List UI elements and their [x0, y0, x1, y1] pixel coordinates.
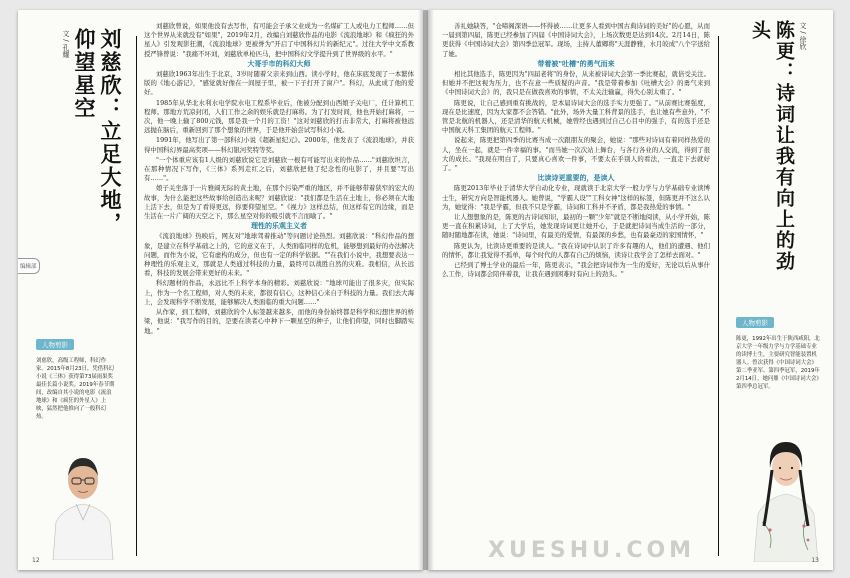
left-article-body [144, 22, 414, 337]
right-subhead-2: 比读诗更重要的，是读人 [537, 174, 615, 183]
right-page [428, 10, 833, 570]
left-paragraph: 1991年，他写出了第一部科幻小说《超新星纪元》。2000年，他发表了《流浪地球》，并获得中国科幻界最高奖项——科幻银河奖特等奖。 [144, 136, 414, 154]
right-paragraph: 陈更2013年毕业于清华大学自动化专业，现就读于北京大学一般力学与力学基础专业读博士生，研究方向是智能机器人。她曾说，"学霸人设""工科女神"这样的标签，但陈更并不这么认为，她觉得："我是学霸，但我不只是学霸，诗词和工科并不矛盾，都是我热爱的事情。" [442, 184, 710, 211]
right-paragraph: 陈更说，让自己感到重有挑战的，是本届诗词大会的选手实力更强了。"从前赛比赛强度，现在是比速度，因为大家都不会答错。"此外，场外大量工科背景的选手，也让她有些意外，"不管是北航的机器人，还是清华的航天机械，她曾经也遇到过自己心目中的强手，有的选手还是中国航天科工集团的航天工程师。" [442, 98, 710, 135]
left-article-author: 文 / 孔耀 [62, 30, 70, 58]
spine-gutter [418, 10, 434, 570]
left-paragraph: 刘慈欣1963年出生于北京，3岁时随着父亲来到山西。读小学时，他在床底发现了一本繁体版的《地心游记》，"感觉就好像在一间屋子里，被一下子打开了窗户"。科幻，从此成了他的爱好。 [144, 70, 414, 97]
right-profile-tag: 人物剪影 [736, 317, 774, 328]
left-profile-box [36, 332, 116, 421]
left-article-title: 刘慈欣：立足大地，仰望星空 [72, 28, 122, 235]
right-page-number: 13 [811, 557, 819, 564]
left-paragraph: "一个体重应该有1人级的刘慈欣说它是刘慈欣一根有可能写出来的作品……"刘慈欣坦言，在那种情况下写作，《三体》系列走红之后，刘慈欣把他了纪念性的电影了，并且要"写出有……"。 [144, 155, 414, 183]
right-paragraph: 善礼她缺答，"仓啼阁深语——怀得被……让更多人看到中国古典诗词的美好"的心愿，从而一届到第四届，陈更已经参加了四届《中国诗词大会》，上场次数更是达到14次。2月14日，陈更获得《中国诗词大会》第四季总冠军。现场，主持人董卿将"天涯静雅，水月皎成"八个字送给了她。 [442, 22, 710, 58]
right-paragraph: 陈更认为，比读诗更重要的是读人。"我在诗词中认识了许多有趣的人，他们的遭遇、他们的情怀，都让我觉得不孤单，每个时代的人都有自己的烦恼，读诗让我学会了怎样去面对。" [442, 241, 710, 259]
right-article-body [442, 22, 710, 280]
left-profile-tag: 人物剪影 [36, 339, 74, 350]
right-column-rule [718, 36, 719, 556]
right-subhead-1: 带着被"吐槽"的勇气而来 [537, 59, 615, 68]
left-column-rule [136, 36, 137, 556]
right-paragraph: 说起来，陈更把第四季的比赛当成一次跟朋友的聚会，她说："那些对诗词有着同样热爱的人，坐在一起，就是一件幸福的事。"而当她一次次站上舞台，与各行各业的人交流，得到了很大的成长。"我现在明白了，只要真心喜欢一件事，不要太在乎别人的看法，一直走下去就好了。" [442, 136, 710, 173]
right-article-title: 陈更：诗词让我有向上的劲头 [749, 20, 795, 272]
right-paragraph: 相比其他选手，陈更因为"四届老将"的身份，从来被诗词大会第一季比赛起，就倍受关注。但她并不把这视为压力，也不在意一些质疑的声音。"我是带着参加《吐槽大会》的勇气来到《中国诗词大会》的，我只是在做我喜欢的事情，不太关注输赢，得失心别太重了。" [442, 70, 710, 97]
left-paragraph: 《流浪地球》热映后，网友对"地球驾着推动"等问题讨论热烈。刘慈欣说："科幻作品的想象，是建立在科学基础之上的，它的意义在于，人类面临同样的危机，能够想到最好的办法解决问题，而作为小说，它有虚构的成分，但也有一定的科学依据。""在我们小说中，我想要表达一种理性的乐观主义，那就是人类通过科技的力量，最终可以战胜自然的灾难。我相信，从长远看，科技的发展会带来更好的未来。" [144, 232, 414, 278]
left-portrait [48, 442, 118, 560]
left-profile-text: 刘慈欣，高级工程师，科幻作家。2015年8月23日，凭借科幻小说《三体》获得第73届雨果奖最佳长篇小说奖。2019年春节期间，改编自其小说的电影《流浪地球》和《疯狂的外星人》上映，猛然把他推向了一般科幻热。 [36, 358, 115, 420]
right-portrait [746, 422, 826, 562]
section-marker: 编辑部 [18, 258, 40, 274]
left-paragraph: 刘慈欣曾说，如果他没有去写作，有可能会子承父业成为一名煤矿工人或电力工程师……但这个世界从来就没有"如果"，2019年2月，改编自刘慈欣作品的电影《流浪地球》和《疯狂的外星人》引发观影狂潮，《流浪地球》更被誉为"开启了中国科幻片的新纪元"。过往大学中文系教授严锋曾说："我痛不坏刘，刘慈欣单枪匹马，把中国科幻文学提升到了世界级的水平。" [144, 22, 414, 58]
right-article-author: 文 / 徐欣 [799, 22, 807, 50]
left-subhead-1: 大哥手市的科幻大师 [247, 59, 311, 68]
watermark: XUESHU.COM [488, 538, 696, 563]
left-paragraph: 科幻题材的作品，永远比不上科学本身的精彩。刘慈欣说："地球可能出了很多灾，但实际上，作为一个名工程师，对人类的未来，都很有信心，这种信心来自于科技的力量。我们去大海上，会发现科学不断发展，能够解决人类面临的重大问题……" [144, 279, 414, 306]
right-profile-box [736, 310, 820, 391]
right-paragraph: 让人想想象的是，陈更的古诗词知识，最初的一颗"少年"就是不断地阅读，从小学开始，陈更一直在积累诗词，上了大学后，她发现诗词更让她开心，于是就把诗词当成生活的一部分，随时随地都在读，她说："诗词里，有最美的爱情，有最深的乡愁，也有最豪迈的家国情怀，" [442, 213, 710, 240]
left-subhead-2: 理性的乐观主义者 [251, 222, 307, 231]
right-paragraph: 已经到了博士学业的最后一年，陈更表示，"我会把诗词作为一生的爱好，无论以后从事什么工作，诗词都会陪伴着我，让我在遇到困难时有向上的劲头。" [442, 261, 710, 279]
left-paragraph: 从作家，到工程师，刘慈欣的个人标签越来越多，而他的身份始终都是科学和幻想世界的桥梁，他说："我写作的目的，是要在读者心中种下一颗星空的种子，让他们仰望，同时也脚踏实地。" [144, 308, 414, 335]
left-paragraph: 1985年从华北水利水电学院水电工程系毕业后，他被分配到山西娘子关电厂，任计算机工程师。那地方荒凉封闭，人们工作之余的娱乐就是打麻将。为了打发时间，他也开始打麻将，一次，他一晚上输了800元钱，那是我一个月的工资！"这对刘慈欣的打击非常大，打麻将被他远远抛在脑后，重新回到了那个想象的世界，于是他开始尝试写科幻小说。 [144, 98, 414, 135]
left-page-number: 12 [32, 557, 40, 564]
right-profile-text: 陈更，1992年出生于陕西咸阳，北京大学一年级力学与力学基础专业的读博士生，主要研究智能装置机器人。曾次获得《中国诗词大会》第二季亚军、第四季冠军，2019年2月14日，她问鼎《中国诗词大会》第四季总冠军。 [736, 336, 820, 390]
left-paragraph: 娘子关坐落于一片雅阔无际的黄土地，在那个污染严重的地区，并不能够带着狭窄的宏大的故事，为什么能把这些故事给创造出来呢？刘慈欣说："我们都是生活在土地上，你必须在大地上活下去，但是为了看得更远，你要仰望星空。"《视力》这样总结，但这样有它的边缘，而是生活在一片广阔的天空之下，那么星空对你的吸引就不言而喻了。" [144, 184, 414, 221]
left-page [18, 10, 423, 570]
magazine-spread [18, 10, 833, 570]
